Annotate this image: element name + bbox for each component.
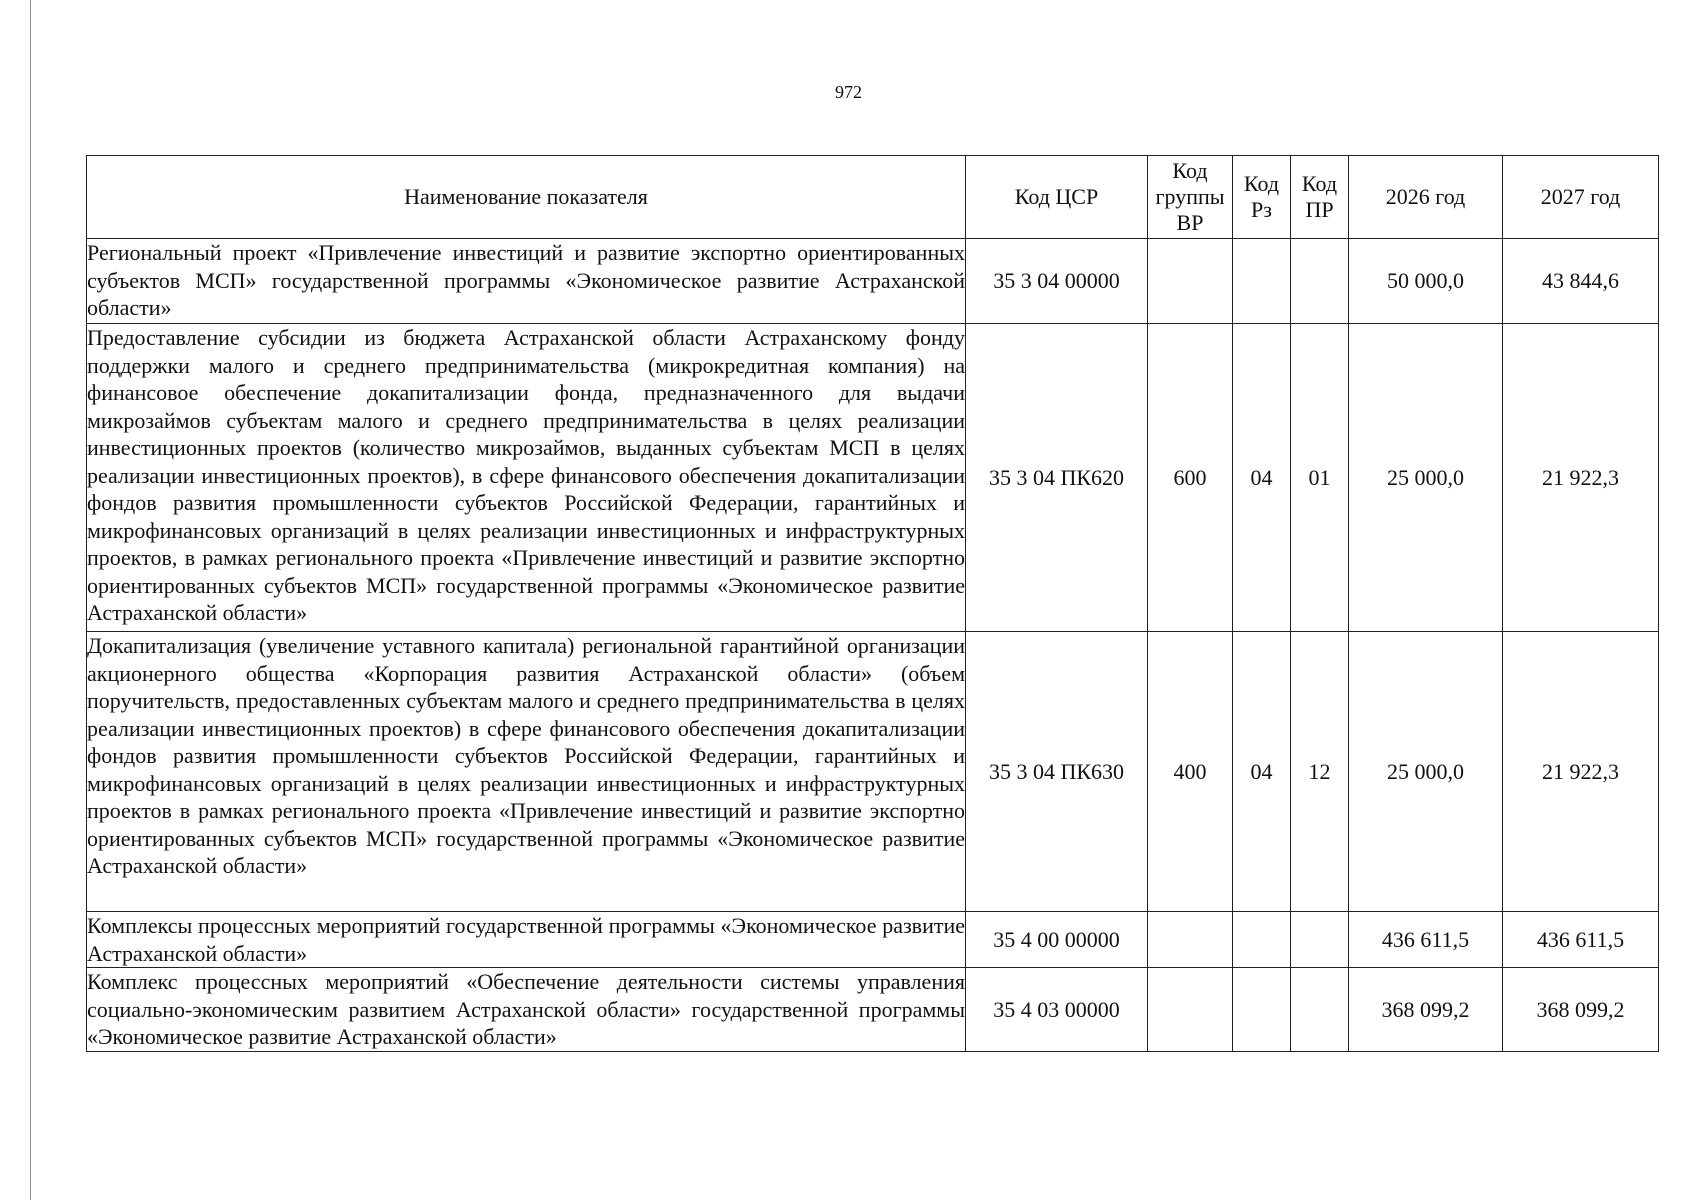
row-amount-2027: 21 922,3 (1503, 324, 1659, 632)
row-vr-code (1148, 968, 1233, 1052)
row-csr-code: 35 3 04 ПК620 (966, 324, 1148, 632)
row-name: Докапитализация (увеличение уставного капитала) региональной гарантийной организации акционерного общества «Корпорация развития Астраханской области» (объем поручительств, предоставленных субъектам малого и среднего предпринимательства в целях реализации инвестиционных проектов) в сфере финансового обеспечения докапитализации фондов развития промышленности субъектов Российской Федерации, гарантийных и микрофинансовых организаций в целях реализации инвестиционных и инфраструктурных проектов в рамках регионального проекта «Привлечение инвестиций и развитие экспортно ориентированных субъектов МСП» государственной программы «Экономическое развитие Астраханской области» (87, 632, 966, 912)
row-pr-code (1291, 239, 1349, 324)
row-vr-code (1148, 239, 1233, 324)
row-name: Предоставление субсидии из бюджета Астраханской области Астраханскому фонду поддержки малого и среднего предпринимательства (микрокредитная компания) на финансовое обеспечение докапитализации фонда, предназначенного для выдачи микрозаймов субъектам малого и среднего предпринимательства в целях реализации инвестиционных проектов (количество микрозаймов, выданных субъектам МСП в целях реализации инвестиционных проектов), в сфере финансового обеспечения докапитализации фондов развития промышленности субъектов Российской Федерации, гарантийных и микрофинансовых организаций в целях реализации инвестиционных и инфраструктурных проектов, в рамках регионального проекта «Привлечение инвестиций и развитие экспортно ориентированных субъектов МСП» государственной программы «Экономическое развитие Астраханской области» (87, 324, 966, 632)
header-csr-code: Код ЦСР (966, 156, 1148, 239)
row-pr-code: 01 (1291, 324, 1349, 632)
row-pr-code (1291, 968, 1349, 1052)
budget-table (86, 155, 1659, 1052)
row-rz-code (1233, 912, 1291, 968)
row-pr-code: 12 (1291, 632, 1349, 912)
header-rz-line2: Рз (1251, 197, 1272, 222)
table-row (87, 632, 1659, 912)
row-rz-code (1233, 968, 1291, 1052)
row-amount-2026: 436 611,5 (1349, 912, 1503, 968)
table-row (87, 324, 1659, 632)
row-vr-code: 400 (1148, 632, 1233, 912)
row-amount-2026: 50 000,0 (1349, 239, 1503, 324)
table-row (87, 968, 1659, 1052)
header-vr-line3: ВР (1176, 210, 1204, 235)
row-vr-code: 600 (1148, 324, 1233, 632)
header-vr-line1: Код (1172, 158, 1208, 183)
header-pr-line2: ПР (1305, 197, 1334, 222)
row-name: Комплексы процессных мероприятий государственной программы «Экономическое развитие Астраханской области» (87, 913, 965, 966)
row-csr-code: 35 3 04 00000 (966, 239, 1148, 324)
header-year-2026: 2026 год (1349, 156, 1503, 239)
row-name: Комплекс процессных мероприятий «Обеспечение деятельности системы управления социально-экономическим развитием Астраханской области» государственной программы «Экономическое развитие Астраханской области» (87, 968, 966, 1052)
scan-edge-line (30, 0, 31, 1200)
table-row (87, 239, 1659, 324)
row-amount-2027: 43 844,6 (1503, 239, 1659, 324)
header-name: Наименование показателя (87, 156, 966, 239)
row-name: Региональный проект «Привлечение инвестиций и развитие экспортно ориентированных субъектов МСП» государственной программы «Экономическое развитие Астраханской области» (87, 239, 966, 324)
row-amount-2027: 436 611,5 (1503, 912, 1659, 968)
row-rz-code (1233, 239, 1291, 324)
row-amount-2026: 25 000,0 (1349, 324, 1503, 632)
row-vr-code (1148, 912, 1233, 968)
row-amount-2026: 368 099,2 (1349, 968, 1503, 1052)
header-year-2027: 2027 год (1503, 156, 1659, 239)
row-pr-code (1291, 912, 1349, 968)
header-rz-code (1233, 156, 1291, 239)
row-amount-2027: 21 922,3 (1503, 632, 1659, 912)
row-csr-code: 35 3 04 ПК630 (966, 632, 1148, 912)
row-rz-code: 04 (1233, 324, 1291, 632)
row-amount-2027: 368 099,2 (1503, 968, 1659, 1052)
row-amount-2026: 25 000,0 (1349, 632, 1503, 912)
row-csr-code: 35 4 00 00000 (966, 912, 1148, 968)
row-csr-code: 35 4 03 00000 (966, 968, 1148, 1052)
header-pr-line1: Код (1301, 171, 1338, 196)
table-header-row (87, 156, 1659, 239)
header-rz-line1: Код (1243, 171, 1280, 196)
page-number: 972 (835, 82, 862, 102)
header-vr-code (1148, 156, 1233, 239)
header-vr-line2: группы (1155, 184, 1225, 209)
row-rz-code: 04 (1233, 632, 1291, 912)
header-pr-code (1291, 156, 1349, 239)
table-row (87, 912, 1659, 968)
